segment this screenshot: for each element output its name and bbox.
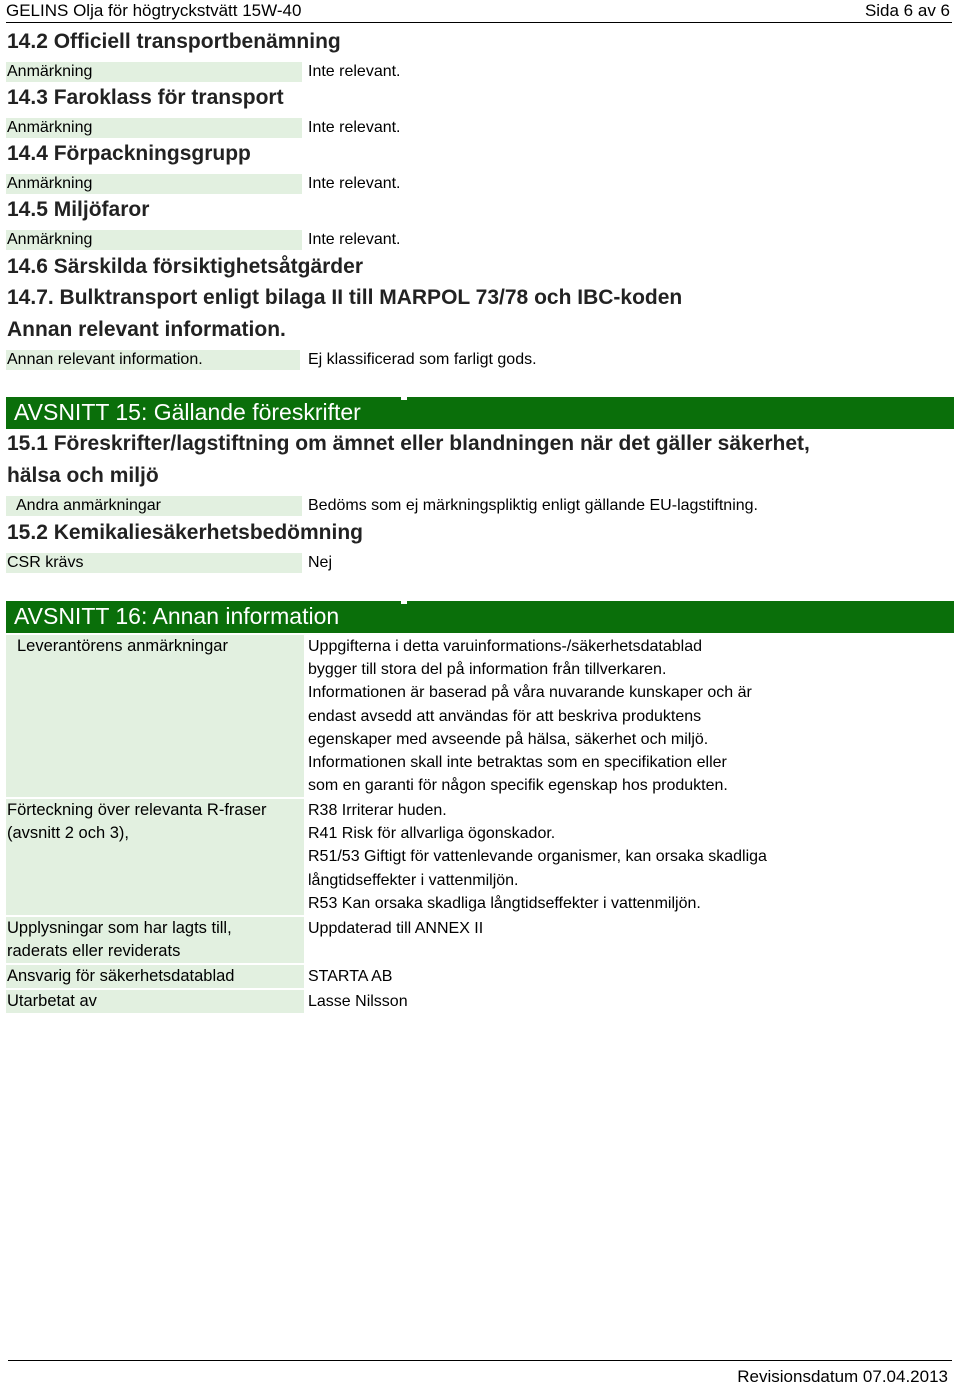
value-responsible: STARTA AB [308, 968, 393, 985]
heading-15-2: 15.2 Kemikaliesäkerhetsbedömning [7, 521, 363, 544]
heading-14-4: 14.4 Förpackningsgrupp [7, 142, 251, 165]
supplier-line: egenskaper med avseende på hälsa, säkerhet och miljö. [308, 730, 709, 748]
supplier-line: som en garanti för någon specifik egenskap hos produkten. [308, 777, 728, 795]
label-r-phrases-line1: Förteckning över relevanta R-fraser [7, 801, 267, 819]
value-14-2: Inte relevant. [308, 63, 401, 80]
label-supplier-remarks-text: Leverantörens anmärkningar [17, 637, 228, 655]
page-header [6, 0, 952, 23]
label-supplier-remarks [6, 635, 304, 797]
label-r-phrases [6, 799, 304, 915]
heading-14-2: 14.2 Officiell transportbenämning [7, 30, 341, 53]
r-phrase-line: R38 Irriterar huden. [308, 802, 447, 819]
label-responsible: Ansvarig för säkerhetsdatablad [6, 965, 304, 988]
label-changes-line1: Upplysningar som har lagts till, [7, 919, 232, 937]
section-16-bar [6, 601, 954, 633]
heading-14-5: 14.5 Miljöfaror [7, 198, 150, 221]
label-14-5: Anmärkning [6, 230, 302, 250]
value-14-4: Inte relevant. [308, 175, 401, 192]
revision-date: Revisionsdatum 07.04.2013 [737, 1367, 948, 1386]
section-15-title: AVSNITT 15: Gällande föreskrifter [14, 399, 361, 425]
r-phrase-line: R51/53 Giftigt för vattenlevande organismer, kan orsaka skadliga [308, 848, 767, 866]
label-14-3: Anmärkning [6, 118, 302, 138]
value-14-5: Inte relevant. [308, 231, 401, 248]
supplier-remarks-text [308, 635, 752, 797]
value-other-remarks: Bedöms som ej märkningspliktig enligt gällande EU-lagstiftning. [308, 497, 758, 514]
heading-14-3: 14.3 Faroklass för transport [7, 86, 284, 109]
heading-14-7: 14.7. Bulktransport enligt bilaga II till MARPOL 73/78 och IBC-koden [7, 286, 683, 309]
heading-15-1-line1: 15.1 Föreskrifter/lagstiftning om ämnet eller blandningen när det gäller säkerhet, [7, 432, 810, 455]
r-phrase-line: R53 Kan orsaka skadliga långtidseffekter i vattenmiljön. [308, 894, 701, 912]
bar-notch [401, 601, 407, 604]
label-author: Utarbetat av [6, 990, 304, 1013]
label-other-remarks: Andra anmärkningar [6, 496, 302, 516]
label-14-4: Anmärkning [6, 174, 302, 194]
value-csr: Nej [308, 554, 333, 571]
value-14-3: Inte relevant. [308, 119, 401, 136]
supplier-line: Informationen skall inte betraktas som en specifikation eller [308, 754, 727, 772]
supplier-line: Uppgifterna i detta varuinformations-/säkerhetsdatablad [308, 638, 702, 655]
label-csr: CSR krävs [6, 553, 302, 573]
section-16-title: AVSNITT 16: Annan information [14, 603, 340, 629]
supplier-line: endast avsedd att användas för att beskriva produktens [308, 707, 702, 725]
label-r-phrases-line2: (avsnitt 2 och 3), [7, 824, 129, 842]
label-other-info: Annan relevant information. [6, 350, 300, 370]
r-phrases-text [308, 799, 767, 915]
footer-divider [8, 1360, 952, 1361]
label-14-2: Anmärkning [6, 62, 302, 82]
bar-notch [401, 397, 407, 400]
value-author: Lasse Nilsson [308, 993, 408, 1010]
heading-15-1-line2: hälsa och miljö [7, 464, 159, 487]
r-phrase-line: långtidseffekter i vattenmiljön. [308, 871, 519, 889]
page-number: Sida 6 av 6 [864, 1, 950, 20]
label-changes [6, 917, 304, 963]
heading-other-info: Annan relevant information. [7, 318, 286, 341]
r-phrase-line: R41 Risk för allvarliga ögonskador. [308, 825, 556, 843]
section-15-bar [6, 397, 954, 429]
supplier-line: Informationen är baserad på våra nuvarande kunskaper och är [308, 684, 752, 702]
value-changes: Uppdaterad till ANNEX II [308, 920, 484, 937]
label-changes-line2: raderats eller reviderats [7, 942, 181, 960]
value-other-info: Ej klassificerad som farligt gods. [308, 351, 537, 368]
document-title: GELINS Olja för högtryckstvätt 15W-40 [6, 1, 302, 20]
supplier-line: bygger till stora del på information från tillverkaren. [308, 661, 667, 679]
heading-14-6: 14.6 Särskilda försiktighetsåtgärder [7, 255, 363, 278]
